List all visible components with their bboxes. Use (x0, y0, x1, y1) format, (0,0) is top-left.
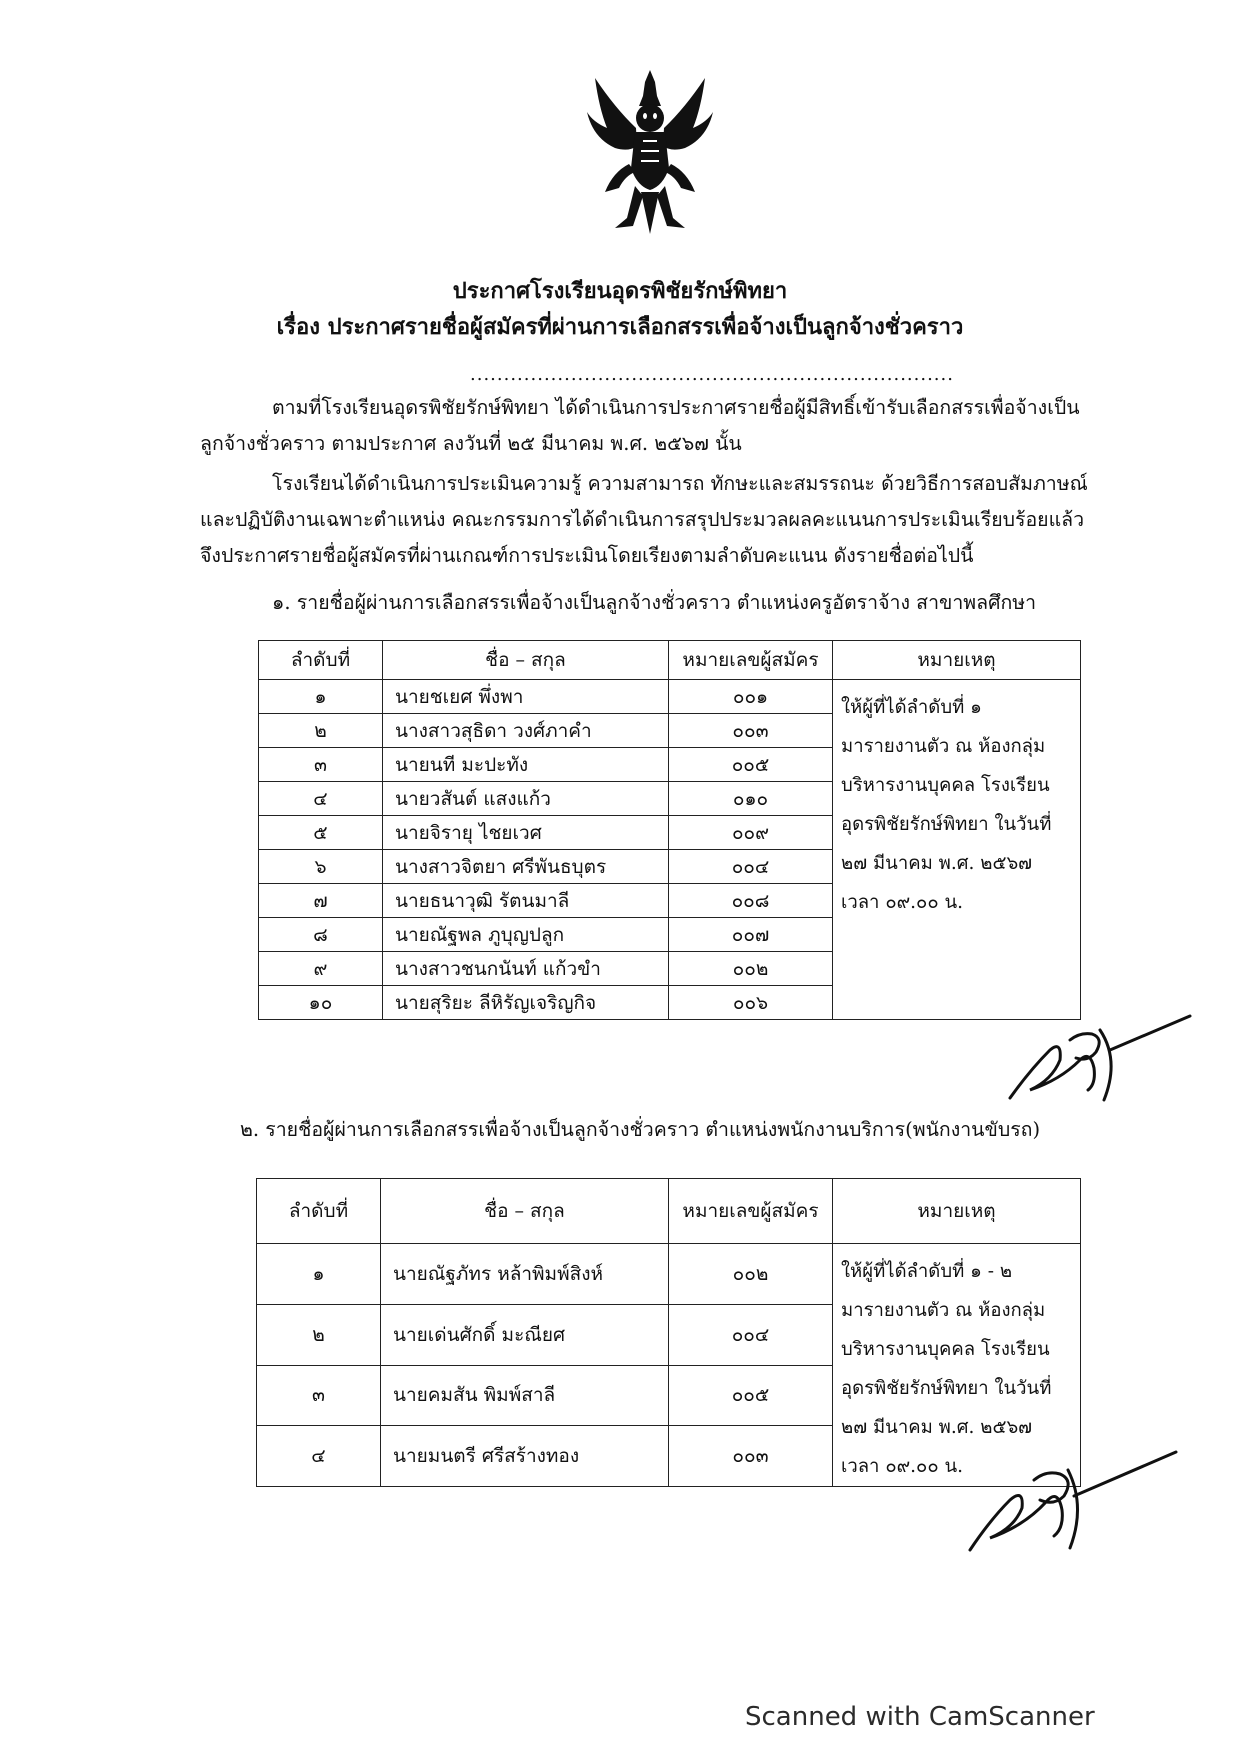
name-cell: นายธนาวุฒิ รัตนมาลี (383, 884, 669, 918)
paragraph-1-line-2: ลูกจ้างชั่วคราว ตามประกาศ ลงวันที่ ๒๕ มีนาคม พ.ศ. ๒๕๖๗ นั้น (200, 432, 742, 455)
name-cell: นางสาวจิตยา ศรีพันธบุตร (383, 850, 669, 884)
applicant-number-cell: ๐๐๓ (669, 714, 833, 748)
name-cell: นายเด่นศักดิ์ มะณียศ (381, 1304, 669, 1365)
table-row (257, 1244, 1081, 1305)
header-remark: หมายเหตุ (833, 1179, 1081, 1244)
order-cell: ๑ (259, 680, 383, 714)
announcement-subject: เรื่อง ประกาศรายชื่อผู้สมัครที่ผ่านการเลือกสรรเพื่อจ้างเป็นลูกจ้างชั่วคราว (276, 314, 964, 340)
order-cell: ๒ (259, 714, 383, 748)
header-order: ลำดับที่ (259, 641, 383, 680)
signature-2 (950, 1440, 1190, 1560)
applicant-number-cell: ๐๐๑ (669, 680, 833, 714)
signature-1 (1000, 1010, 1200, 1110)
order-cell: ๑ (257, 1244, 381, 1305)
paragraph-2-line-1: โรงเรียนได้ดำเนินการประเมินความรู้ ความสามารถ ทักษะและสมรรถนะ ด้วยวิธีการสอบสัมภาษณ์ (272, 472, 1088, 495)
applicant-number-cell: ๐๐๕ (669, 748, 833, 782)
order-cell: ๓ (259, 748, 383, 782)
applicant-number-cell: ๐๐๔ (669, 1304, 833, 1365)
remark-line: ๒๗ มีนาคม พ.ศ. ๒๕๖๗ (841, 1417, 1033, 1438)
name-cell: นายคมสัน พิมพ์สาลี (381, 1365, 669, 1426)
order-cell: ๙ (259, 952, 383, 986)
applicant-number-cell: ๐๐๓ (669, 1426, 833, 1487)
section-1-title: ๑. รายชื่อผู้ผ่านการเลือกสรรเพื่อจ้างเป็นลูกจ้างชั่วคราว ตำแหน่งครูอัตราจ้าง สาขาพลศึกษา (272, 591, 1037, 614)
announcement-title: ประกาศโรงเรียนอุดรพิชัยรักษ์พิทยา (452, 278, 788, 304)
order-cell: ๖ (259, 850, 383, 884)
applicant-number-cell: ๐๐๖ (669, 986, 833, 1020)
header-name: ชื่อ – สกุล (383, 641, 669, 680)
name-cell: นายจิรายุ ไชยเวศ (383, 816, 669, 850)
remark-line: เวลา ๐๙.๐๐ น. (841, 892, 964, 913)
header-remark: หมายเหตุ (833, 641, 1081, 680)
paragraph-2-line-3: จึงประกาศรายชื่อผู้สมัครที่ผ่านเกณฑ์การประเมินโดยเรียงตามลำดับคะแนน ดังรายชื่อต่อไปนี้ (200, 544, 974, 567)
order-cell: ๓ (257, 1365, 381, 1426)
order-cell: ๗ (259, 884, 383, 918)
name-cell: นายชเยศ พึ่งพา (383, 680, 669, 714)
name-cell: นายณัฐพล ภูบุญปลูก (383, 918, 669, 952)
table-header-row (259, 641, 1081, 680)
applicant-number-cell: ๐๐๙ (669, 816, 833, 850)
remark-line: ให้ผู้ที่ได้ลำดับที่ ๑ - ๒ (841, 1261, 1013, 1282)
remark-line: บริหารงานบุคคล โรงเรียน (841, 1339, 1050, 1360)
applicant-number-cell: ๐๐๗ (669, 918, 833, 952)
applicant-number-cell: ๐๐๕ (669, 1365, 833, 1426)
applicant-number-cell: ๐๐๒ (669, 1244, 833, 1305)
remark-line: มารายงานตัว ณ ห้องกลุ่ม (841, 1300, 1046, 1321)
paragraph-1-line-1: ตามที่โรงเรียนอุดรพิชัยรักษ์พิทยา ได้ดำเนินการประกาศรายชื่อผู้มีสิทธิ์เข้ารับเลือกสรรเพื่อจ้างเป็น (272, 396, 1080, 419)
order-cell: ๘ (259, 918, 383, 952)
name-cell: นายสุริยะ ลีหิรัญเจริญกิจ (383, 986, 669, 1020)
name-cell: นายมนตรี ศรีสร้างทอง (381, 1426, 669, 1487)
header-name: ชื่อ – สกุล (381, 1179, 669, 1244)
table-header-row (257, 1179, 1081, 1244)
name-cell: นางสาวชนกนันท์ แก้วขำ (383, 952, 669, 986)
applicant-number-cell: ๐๐๘ (669, 884, 833, 918)
order-cell: ๔ (257, 1426, 381, 1487)
name-cell: นายนที มะปะทัง (383, 748, 669, 782)
remark-line: อุดรพิชัยรักษ์พิทยา ในวันที่ (841, 814, 1052, 835)
order-cell: ๔ (259, 782, 383, 816)
remark-line: ให้ผู้ที่ได้ลำดับที่ ๑ (841, 697, 982, 718)
remark-line: เวลา ๐๙.๐๐ น. (841, 1456, 964, 1477)
remark-line: อุดรพิชัยรักษ์พิทยา ในวันที่ (841, 1378, 1052, 1399)
table-row (259, 680, 1081, 714)
applicant-number-cell: ๐๑๐ (669, 782, 833, 816)
paragraph-2-line-2: และปฏิบัติงานเฉพาะตำแหน่ง คณะกรรมการได้ดำเนินการสรุปประมวลผลคะแนนการประเมินเรียบร้อยแล้ว (200, 508, 1085, 531)
garuda-emblem (585, 68, 715, 236)
header-applicant-number: หมายเลขผู้สมัคร (669, 1179, 833, 1244)
heading-divider: ........................................................................ (470, 364, 954, 385)
header-order: ลำดับที่ (257, 1179, 381, 1244)
name-cell: นายวสันต์ แสงแก้ว (383, 782, 669, 816)
order-cell: ๕ (259, 816, 383, 850)
remark-line: มารายงานตัว ณ ห้องกลุ่ม (841, 736, 1046, 757)
remark-line: ๒๗ มีนาคม พ.ศ. ๒๕๖๗ (841, 853, 1033, 874)
section-1-table (258, 640, 1081, 1020)
section-2-title: ๒. รายชื่อผู้ผ่านการเลือกสรรเพื่อจ้างเป็นลูกจ้างชั่วคราว ตำแหน่งพนักงานบริการ(พนักงานขับรถ) (240, 1118, 1041, 1141)
name-cell: นางสาวสุธิดา วงศ์ภาคำ (383, 714, 669, 748)
camscanner-watermark: Scanned with CamScanner (745, 1702, 1095, 1732)
order-cell: ๒ (257, 1304, 381, 1365)
name-cell: นายณัฐภัทร หล้าพิมพ์สิงห์ (381, 1244, 669, 1305)
remark-line: บริหารงานบุคคล โรงเรียน (841, 775, 1050, 796)
applicant-number-cell: ๐๐๔ (669, 850, 833, 884)
order-cell: ๑๐ (259, 986, 383, 1020)
remark-cell (833, 680, 1081, 1020)
header-applicant-number: หมายเลขผู้สมัคร (669, 641, 833, 680)
applicant-number-cell: ๐๐๒ (669, 952, 833, 986)
